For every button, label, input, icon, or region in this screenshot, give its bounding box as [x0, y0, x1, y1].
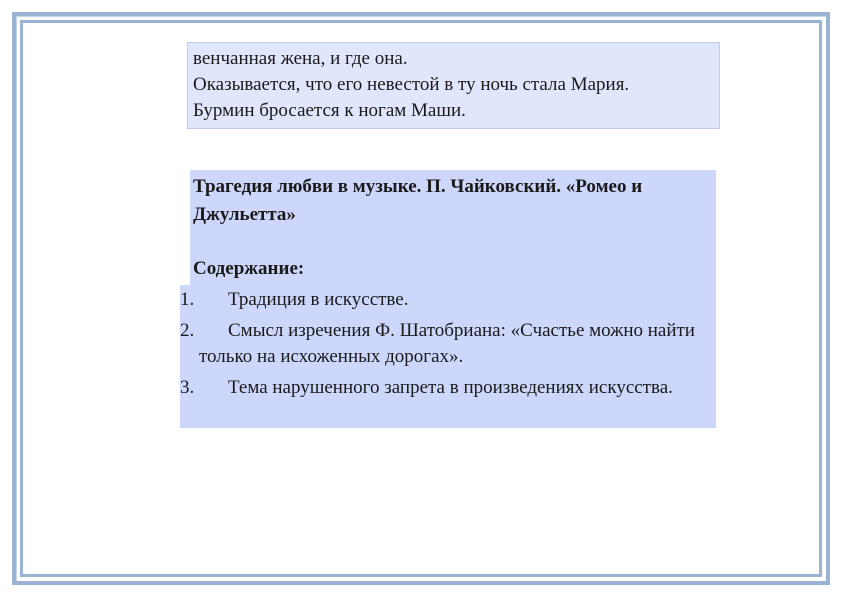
- section-title: Трагедия любви в музыке. П. Чайковский. «Ромео и Джульетта»: [193, 176, 643, 225]
- list-item-text: Традиция в искусстве.: [228, 289, 409, 310]
- section-text-box: [180, 170, 716, 428]
- story-line: венчанная жена, и где она.: [193, 48, 408, 69]
- list-item-number: 1.: [180, 289, 195, 310]
- contents-list: [180, 287, 716, 406]
- list-item-number: 3.: [180, 377, 195, 398]
- list-item: [180, 318, 716, 370]
- list-item: [180, 375, 716, 401]
- list-item-text: Тема нарушенного запрета в произведениях искусства.: [228, 377, 673, 398]
- story-text-box: [187, 42, 720, 129]
- story-line: Бурмин бросается к ногам Маши.: [193, 100, 466, 121]
- story-line: Оказывается, что его невестой в ту ночь стала Мария.: [193, 74, 630, 95]
- list-item-number: 2.: [180, 320, 195, 341]
- list-item: [180, 287, 716, 313]
- list-item-text: Смысл изречения Ф. Шатобриана: «Счастье можно найти только на исхоженных дорогах».: [199, 320, 695, 367]
- contents-heading: Содержание:: [193, 258, 305, 279]
